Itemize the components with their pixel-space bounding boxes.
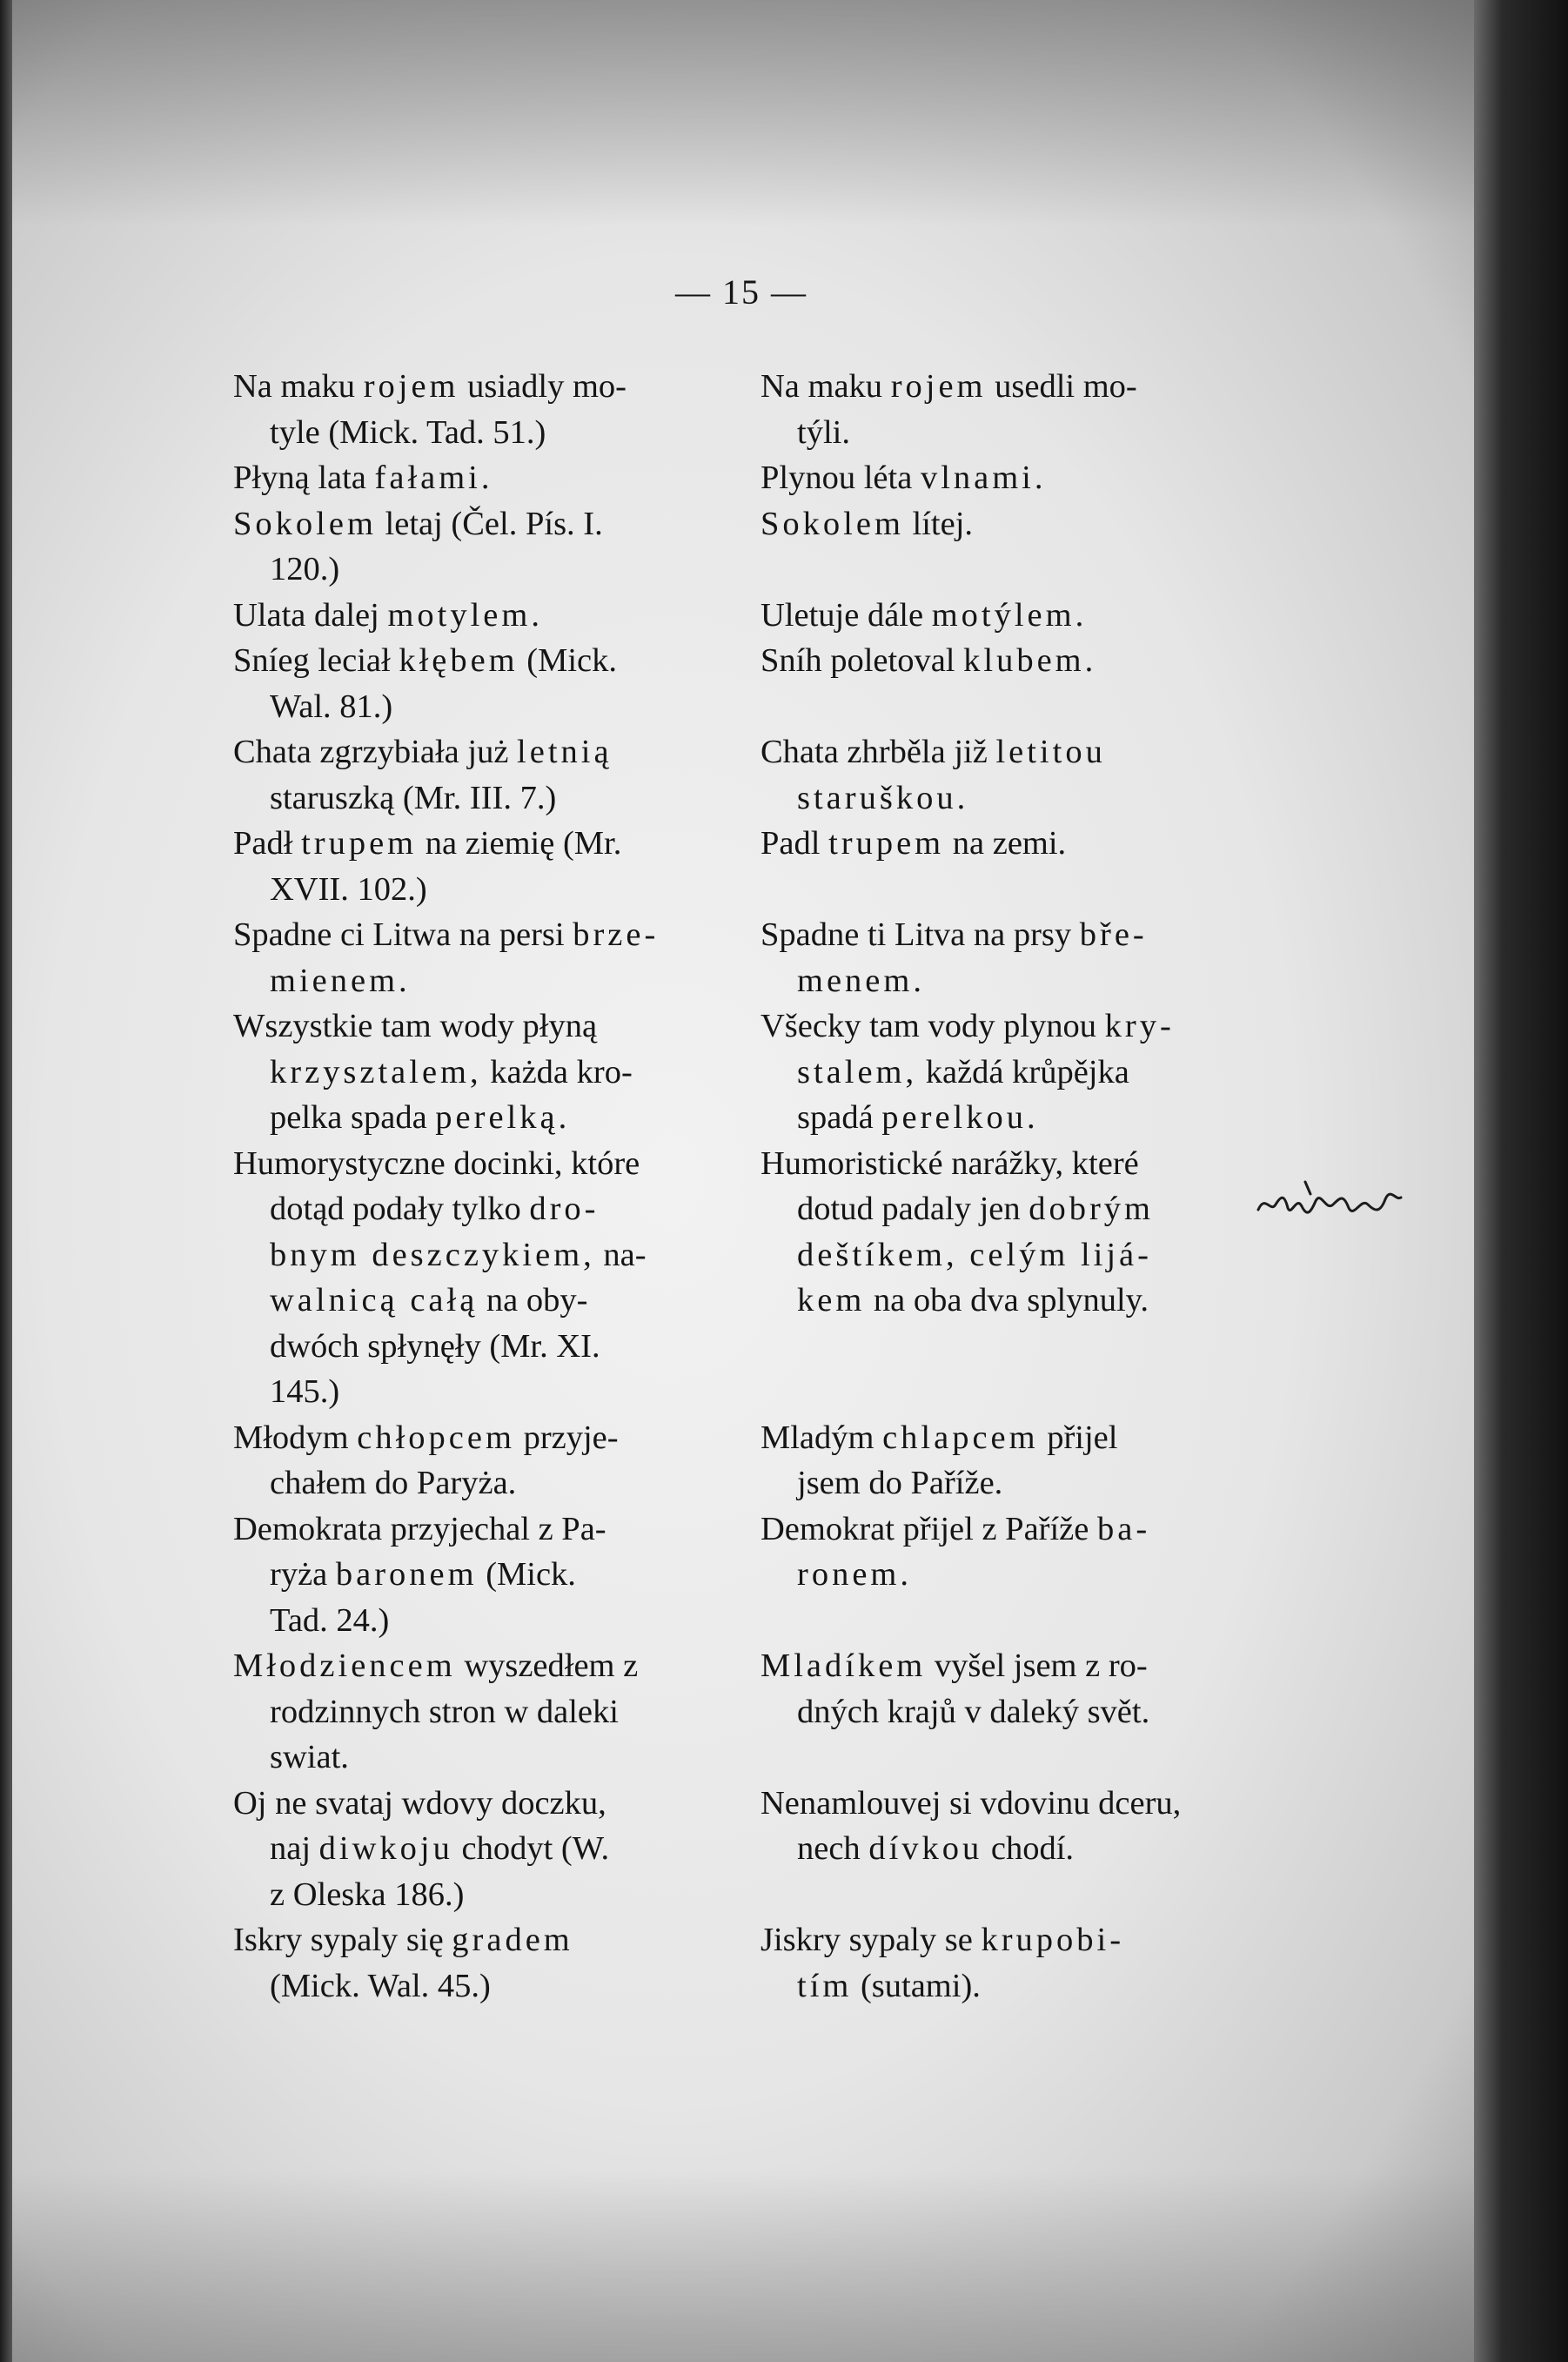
czech-text-line: Mladíkem vyšel jsem z ro- (761, 1647, 1148, 1684)
polish-entry (233, 912, 731, 1003)
czech-text-line: Demokrat přijel z Paříže ba- (761, 1510, 1151, 1547)
polish-entry (233, 1141, 731, 1415)
czech-text-line: kem na oba dva splynuly. (797, 1282, 1149, 1319)
polish-text-line: tyle (Mick. Tad. 51.) (270, 413, 546, 451)
czech-text-line: ronem. (797, 1556, 912, 1593)
czech-entry (761, 364, 1255, 455)
polish-text-line: krzysztalem, każda kro- (270, 1053, 633, 1090)
polish-text-line: swiat. (270, 1739, 349, 1775)
polish-entry (233, 1781, 731, 1918)
polish-text-line: Humorystyczne docinki, które (233, 1144, 640, 1182)
czech-text-line: Nenamlouvej si vdovinu dceru, (761, 1784, 1182, 1822)
czech-entry (761, 1781, 1255, 1872)
czech-text-line: týli. (797, 413, 850, 451)
polish-text-line: Spadne ci Litwa na persi brze- (233, 916, 660, 953)
page-number: — 15 — (675, 272, 807, 312)
polish-text-line: Wszystkie tam wody płyną (233, 1008, 598, 1044)
polish-text-line: Chata zgrzybiała już letnią (233, 734, 613, 770)
czech-text-line: dných krajů v daleký svět. (797, 1693, 1150, 1730)
polish-text-line: Płyną lata fałami. (233, 460, 493, 496)
polish-text-line: Sokolem letaj (Čel. Pís. I. (233, 505, 603, 542)
polish-text-line: naj diwkoju chodyt (W. (270, 1830, 610, 1867)
czech-entry (761, 821, 1255, 867)
polish-text-line: dwóch spłynęły (Mr. XI. (270, 1327, 600, 1365)
polish-entry (233, 1917, 731, 2009)
czech-text-line: dotud padaly jen dobrým (797, 1191, 1155, 1227)
page-edge-shadow (1474, 0, 1568, 2362)
polish-text-line: Ulata dalej motylem. (233, 596, 543, 634)
polish-text-line: ryża baronem (Mick. (270, 1556, 576, 1593)
polish-text-line: dotąd podały tylko dro- (270, 1191, 600, 1227)
polish-text-line: mienem. (270, 962, 411, 999)
polish-entry (233, 1643, 731, 1781)
czech-entry (761, 593, 1255, 639)
czech-text-line: staruškou. (797, 779, 969, 816)
polish-entry (233, 593, 731, 639)
polish-text-line: Padł trupem na ziemię (Mr. (233, 825, 622, 862)
czech-entry (761, 729, 1255, 821)
czech-text-line: Jiskry sypaly se krupobi- (761, 1922, 1125, 1958)
polish-text-line: Oj ne svataj wdovy doczku, (233, 1784, 606, 1822)
czech-text-line: spadá perelkou. (797, 1099, 1039, 1136)
polish-text-line: chałem do Paryża. (270, 1465, 517, 1501)
page-binding-shadow (0, 0, 12, 2362)
polish-text-line: 145.) (270, 1373, 340, 1410)
polish-text-line: Iskry sypaly się gradem (233, 1922, 573, 1958)
czech-text-line: nech dívkou chodí. (797, 1830, 1075, 1867)
czech-text-line: jsem do Paříže. (797, 1465, 1003, 1501)
polish-text-line: (Mick. Wal. 45.) (270, 1967, 491, 2004)
czech-text-line: menem. (797, 962, 925, 999)
czech-entry (761, 1415, 1255, 1506)
czech-entry (761, 1003, 1255, 1141)
handwritten-annotation (1253, 1175, 1410, 1231)
czech-text-line: Sokolem lítej. (761, 505, 974, 542)
czech-text-line: Na maku rojem usedli mo- (761, 368, 1137, 405)
czech-text-line: Mladým chlapcem přijel (761, 1419, 1118, 1456)
polish-text-line: Sníeg leciał kłębem (Mick. (233, 642, 617, 679)
czech-text-line: tím (sutami). (797, 1967, 981, 2004)
polish-entry (233, 1003, 731, 1141)
bottom-shadow (12, 2171, 1474, 2362)
czech-text-line: Uletuje dále motýlem. (761, 596, 1088, 634)
czech-text-line: Chata zhrběla již letitou (761, 734, 1106, 770)
top-shadow (12, 0, 1474, 226)
czech-text-line: Všecky tam vody plynou kry- (761, 1008, 1175, 1044)
polish-text-line: XVII. 102.) (270, 870, 427, 908)
polish-entry (233, 501, 731, 593)
polish-entry (233, 1415, 731, 1506)
polish-text-line: Tad. 24.) (270, 1601, 390, 1639)
handwritten-note-icon (1253, 1175, 1410, 1231)
czech-entry (761, 912, 1255, 1003)
polish-entry (233, 455, 731, 501)
polish-text-line: staruszką (Mr. III. 7.) (270, 779, 557, 816)
polish-text-line: pelka spada perelką. (270, 1099, 571, 1136)
polish-text-line: 120.) (270, 551, 340, 587)
czech-text-line: stalem, každá krůpějka (797, 1053, 1129, 1090)
polish-entry (233, 1506, 731, 1644)
polish-text-line: Demokrata przyjechal z Pa- (233, 1510, 606, 1547)
czech-entry (761, 1643, 1255, 1735)
czech-entry (761, 638, 1255, 684)
polish-text-line: rodzinnych stron w daleki (270, 1693, 619, 1730)
polish-entry (233, 638, 731, 729)
czech-text-line: Padl trupem na zemi. (761, 825, 1067, 862)
polish-text-line: bnym deszczykiem, na- (270, 1236, 647, 1273)
czech-text-line: Humoristické narážky, které (761, 1144, 1139, 1182)
czech-entry (761, 1917, 1255, 2009)
czech-text-line: deštíkem, celým lijá- (797, 1236, 1152, 1273)
czech-entry (761, 1141, 1255, 1324)
czech-entry (761, 1506, 1255, 1598)
czech-text-line: Sníh poletoval klubem. (761, 642, 1097, 679)
polish-text-line: Na maku rojem usiadly mo- (233, 368, 627, 405)
czech-entry (761, 501, 1255, 547)
polish-entry (233, 729, 731, 821)
polish-text-line: Młodziencem wyszedłem z (233, 1647, 639, 1684)
czech-entry (761, 455, 1255, 501)
polish-text-line: walnicą całą na oby- (270, 1282, 588, 1319)
polish-text-line: Młodym chłopcem przyje- (233, 1419, 619, 1456)
polish-text-line: z Oleska 186.) (270, 1876, 465, 1913)
czech-text-line: Spadne ti Litva na prsy bře- (761, 916, 1148, 953)
polish-text-line: Wal. 81.) (270, 688, 393, 725)
polish-entry (233, 364, 731, 455)
polish-entry (233, 821, 731, 912)
czech-text-line: Plynou léta vlnami. (761, 460, 1047, 496)
